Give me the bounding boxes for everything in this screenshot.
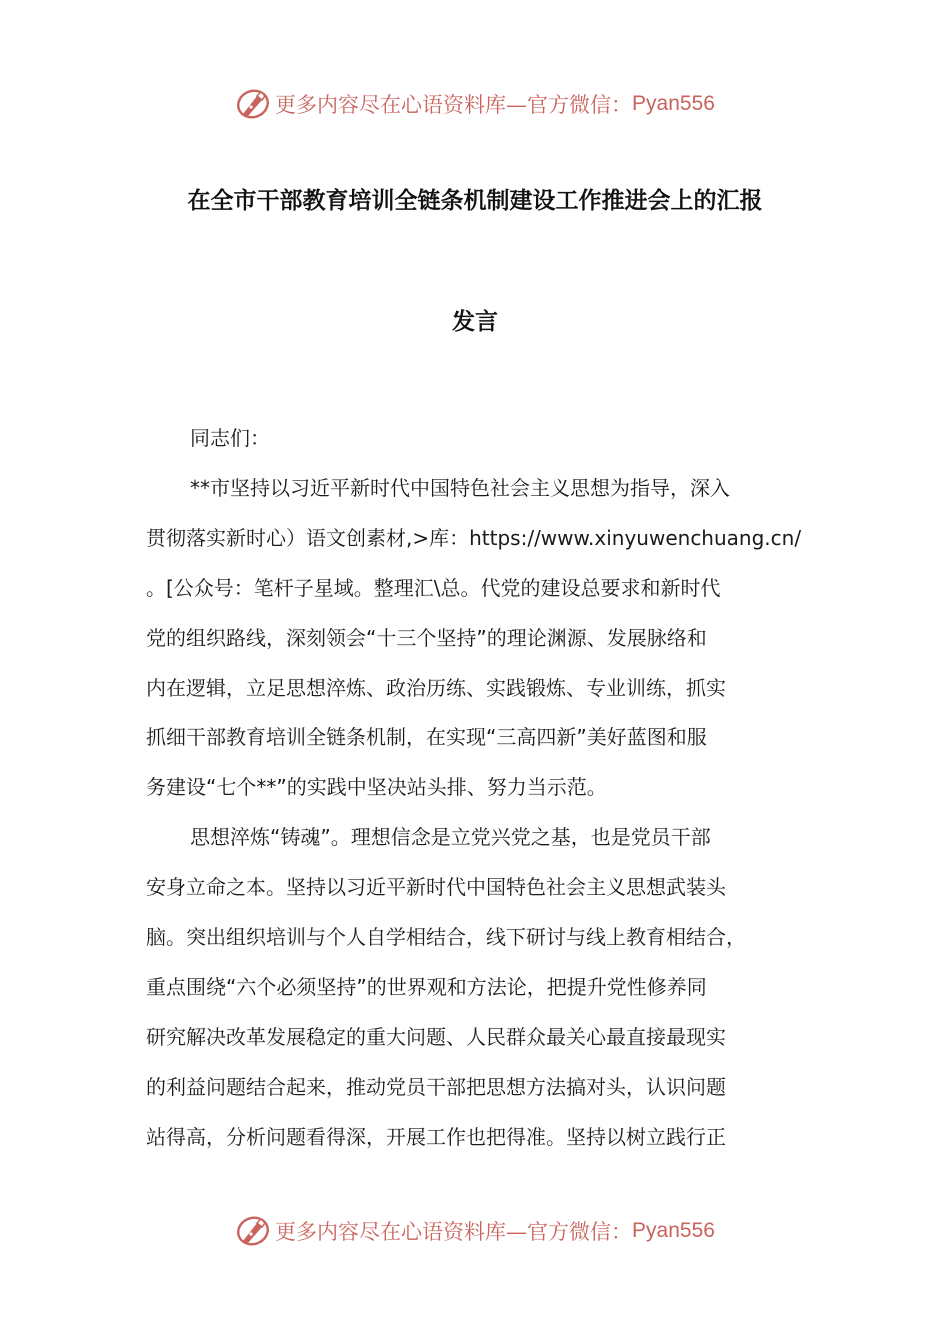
wechat-id: Pyan556 xyxy=(632,92,715,115)
paragraph-line: 抓细干部教育培训全链条机制，在实现“三高四新”美好蓝图和服 xyxy=(146,725,707,750)
paragraph-line: 党的组织路线，深刻领会“十三个坚持”的理论渊源、发展脉络和 xyxy=(146,625,707,650)
wechat-id: Pyan556 xyxy=(632,1219,715,1242)
paragraph-line: 内在逻辑，立足思想淬炼、政治历练、实践锻炼、专业训练，抓实 xyxy=(146,675,726,700)
salutation: 同志们： xyxy=(190,426,270,450)
document-title-line-2: 发言 xyxy=(452,309,498,335)
paragraph-line: 脑。突出组织培训与个人自学相结合，线下研讨与线上教育相结合， xyxy=(146,925,746,950)
footer-watermark-banner xyxy=(0,1209,950,1253)
header-watermark-banner xyxy=(0,82,950,126)
pen-nib-logo xyxy=(235,86,271,122)
banner-text: 更多内容尽在心语资料库—官方微信： xyxy=(275,93,633,117)
paragraph-line: 务建设“七个**”的实践中坚决站头排、努力当示范。 xyxy=(146,775,607,800)
banner-text: 更多内容尽在心语资料库—官方微信： xyxy=(275,1220,633,1244)
paragraph-line: 思想淬炼“铸魂”。理想信念是立党兴党之基，也是党员干部 xyxy=(190,825,711,850)
document-body xyxy=(146,414,806,1163)
paragraph-line: 研究解决改革发展稳定的重大问题、人民群众最关心最直接最现实 xyxy=(146,1024,726,1049)
paragraph-line: 重点围绕“六个必须坚持”的世界观和方法论，把提升党性修养同 xyxy=(146,974,707,999)
paragraph-line: **市坚持以习近平新时代中国特色社会主义思想为指导，深入 xyxy=(190,475,730,500)
paragraph-line: 贯彻落实新时心）语文创素材,>库：https://www.xinyuwenchuang.cn/ xyxy=(146,525,802,550)
paragraph-line: 的利益问题结合起来，推动党员干部把思想方法搞对头，认识问题 xyxy=(146,1074,726,1099)
pen-nib-logo xyxy=(235,1213,271,1249)
paragraph-line: 。[公众号：笔杆子星域。整理汇\总。代党的建设总要求和新时代 xyxy=(146,575,721,600)
document-title-line-1: 在全市干部教育培训全链条机制建设工作推进会上的汇报 xyxy=(187,188,763,214)
paragraph-line: 安身立命之本。坚持以习近平新时代中国特色社会主义思想武装头 xyxy=(146,875,726,900)
paragraph-line: 站得高，分析问题看得深，开展工作也把得准。坚持以树立践行正 xyxy=(146,1124,726,1149)
